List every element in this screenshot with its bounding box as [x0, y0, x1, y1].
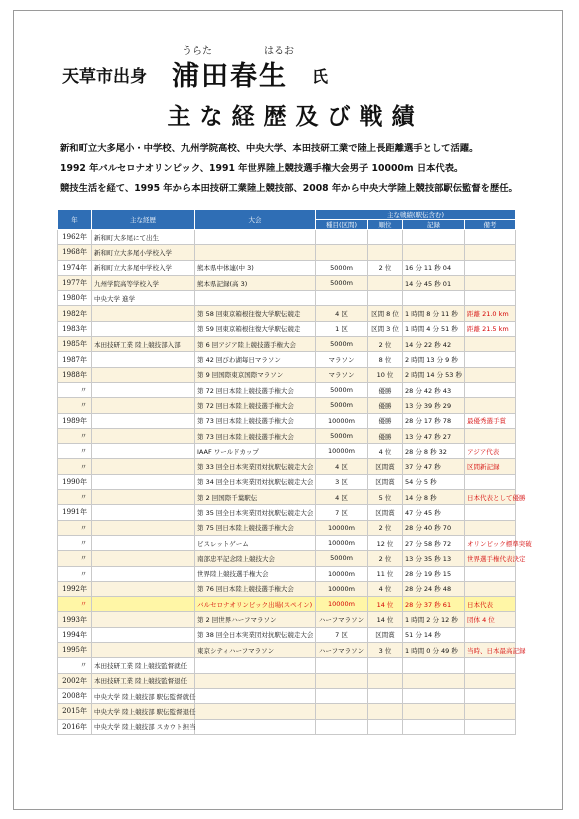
- table-row: [58, 413, 516, 428]
- year-cell: 2016年: [58, 719, 92, 734]
- type-cell: 1 区: [316, 321, 368, 336]
- rank-cell: [368, 275, 403, 290]
- record-cell: 37 分 47 秒: [403, 459, 465, 474]
- year-cell: 1994年: [58, 627, 92, 642]
- record-cell: 1 時間 4 分 51 秒: [403, 321, 465, 336]
- table-row: [58, 306, 516, 321]
- record-cell: [403, 291, 465, 306]
- header-record: 記録: [403, 220, 465, 230]
- year-cell: 1985年: [58, 337, 92, 352]
- table-row: [58, 382, 516, 397]
- year-cell: 1993年: [58, 612, 92, 627]
- type-cell: [316, 673, 368, 688]
- type-cell: 3 区: [316, 474, 368, 489]
- type-cell: [316, 291, 368, 306]
- record-cell: 28 分 24 秒 48: [403, 581, 465, 596]
- type-cell: 10000m: [316, 413, 368, 428]
- year-cell: 1982年: [58, 306, 92, 321]
- header-results-group: 主な戦績(駅伝含む): [316, 210, 516, 220]
- rank-cell: 14 位: [368, 597, 403, 612]
- type-cell: 10000m: [316, 535, 368, 550]
- rank-cell: 2 位: [368, 520, 403, 535]
- year-cell: 〃: [58, 535, 92, 550]
- table-row: [58, 275, 516, 290]
- header-type: 種目(区間): [316, 220, 368, 230]
- summary-line: 競技生活を経て、1995 年から本田技研工業陸上競技部、2008 年から中央大学陸上競技部駅伝監督を歴任。: [60, 183, 518, 194]
- page-subtitle: 主な経歴及び戦績: [167, 103, 424, 130]
- year-cell: 〃: [58, 520, 92, 535]
- career-cell: 九州学院高等学校入学: [92, 275, 195, 290]
- name-ruby-family: うらた: [182, 46, 212, 57]
- record-cell: [403, 673, 465, 688]
- rank-cell: 区間賞: [368, 474, 403, 489]
- event-cell: 第 72 回日本陸上競技選手権大会: [195, 382, 316, 397]
- type-cell: [316, 719, 368, 734]
- year-cell: 1989年: [58, 413, 92, 428]
- header-event: 大会: [195, 210, 316, 230]
- record-cell: 2 時間 13 分 9 秒: [403, 352, 465, 367]
- remarks-cell: [465, 275, 516, 290]
- rank-cell: [368, 704, 403, 719]
- event-cell: [195, 673, 316, 688]
- table-row: [58, 352, 516, 367]
- year-cell: 2015年: [58, 704, 92, 719]
- career-cell: 中央大学 陸上競技部 スカウト担当: [92, 719, 195, 734]
- table-row: [58, 581, 516, 596]
- event-cell: IAAF ワールドカップ: [195, 444, 316, 459]
- rank-cell: [368, 291, 403, 306]
- career-cell: [92, 444, 195, 459]
- record-cell: [403, 245, 465, 260]
- record-cell: 27 分 58 秒 72: [403, 535, 465, 550]
- type-cell: 5000m: [316, 551, 368, 566]
- type-cell: 5000m: [316, 337, 368, 352]
- event-cell: 第 42 回びわ湖毎日マラソン: [195, 352, 316, 367]
- year-cell: 1991年: [58, 505, 92, 520]
- career-cell: 本田技研工業 陸上競技部入部: [92, 337, 195, 352]
- year-cell: 〃: [58, 398, 92, 413]
- remarks-cell: 団体 4 位: [465, 612, 516, 627]
- event-cell: 第 58 回東京箱根往復大学駅伝競走: [195, 306, 316, 321]
- record-cell: 14 分 22 秒 42: [403, 337, 465, 352]
- table-row: [58, 505, 516, 520]
- table-row: [58, 337, 516, 352]
- type-cell: [316, 230, 368, 245]
- career-cell: [92, 505, 195, 520]
- header-rank: 順位: [368, 220, 403, 230]
- record-cell: [403, 688, 465, 703]
- table-row: [58, 398, 516, 413]
- type-cell: 4 区: [316, 490, 368, 505]
- record-cell: 13 分 47 秒 27: [403, 428, 465, 443]
- year-cell: 1990年: [58, 474, 92, 489]
- record-cell: 28 分 17 秒 78: [403, 413, 465, 428]
- career-cell: [92, 551, 195, 566]
- table-row: [58, 490, 516, 505]
- rank-cell: 優勝: [368, 398, 403, 413]
- rank-cell: 区間 3 位: [368, 321, 403, 336]
- event-cell: 第 75 回日本陸上競技選手権大会: [195, 520, 316, 535]
- header-year: 年: [58, 210, 92, 230]
- remarks-cell: [465, 291, 516, 306]
- table-row: [58, 520, 516, 535]
- table-row: [58, 260, 516, 275]
- remarks-cell: [465, 428, 516, 443]
- career-cell: 中央大学 陸上競技部 駅伝監督就任: [92, 688, 195, 703]
- remarks-cell: 区間新記録: [465, 459, 516, 474]
- table-row: [58, 428, 516, 443]
- table-row: [58, 688, 516, 703]
- table-row: [58, 658, 516, 673]
- remarks-cell: 当時、日本最高記録: [465, 643, 516, 658]
- type-cell: [316, 704, 368, 719]
- event-cell: バルセロナオリンピック出場(スペイン): [195, 597, 316, 612]
- table-row: [58, 367, 516, 382]
- career-cell: [92, 535, 195, 550]
- remarks-cell: [465, 398, 516, 413]
- rank-cell: 10 位: [368, 367, 403, 382]
- rank-cell: 2 位: [368, 337, 403, 352]
- remarks-cell: 距離 21.5 km: [465, 321, 516, 336]
- rank-cell: 2 位: [368, 260, 403, 275]
- rank-cell: [368, 673, 403, 688]
- remarks-cell: 日本代表: [465, 597, 516, 612]
- rank-cell: [368, 230, 403, 245]
- record-cell: 2 時間 14 分 53 秒: [403, 367, 465, 382]
- title-block: [62, 40, 542, 100]
- rank-cell: 区間賞: [368, 505, 403, 520]
- header-career: 主な経歴: [92, 210, 195, 230]
- remarks-cell: アジア代表: [465, 444, 516, 459]
- record-cell: 14 分 45 秒 01: [403, 275, 465, 290]
- summary-line: 1992 年バルセロナオリンピック、1991 年世界陸上競技選手権大会男子 10000m 日本代表。: [60, 163, 464, 174]
- year-cell: 1983年: [58, 321, 92, 336]
- remarks-cell: 世界選手権代表決定: [465, 551, 516, 566]
- type-cell: 10000m: [316, 444, 368, 459]
- person-name: 浦田春生: [172, 61, 288, 92]
- table-row: [58, 459, 516, 474]
- rank-cell: 8 位: [368, 352, 403, 367]
- table-row: [58, 597, 516, 612]
- rank-cell: [368, 658, 403, 673]
- career-cell: 中央大学 進学: [92, 291, 195, 306]
- year-cell: 〃: [58, 658, 92, 673]
- remarks-cell: 日本代表として優勝: [465, 490, 516, 505]
- type-cell: ハーフマラソン: [316, 612, 368, 627]
- remarks-cell: [465, 719, 516, 734]
- header-remarks: 備考: [465, 220, 516, 230]
- type-cell: 10000m: [316, 597, 368, 612]
- record-cell: 1 時間 2 分 12 秒: [403, 612, 465, 627]
- rank-cell: 4 位: [368, 444, 403, 459]
- table-row: [58, 704, 516, 719]
- record-cell: 1 時間 0 分 49 秒: [403, 643, 465, 658]
- table-row: [58, 230, 516, 245]
- career-cell: [92, 520, 195, 535]
- rank-cell: [368, 719, 403, 734]
- record-cell: 14 分 8 秒: [403, 490, 465, 505]
- career-cell: [92, 413, 195, 428]
- event-cell: 第 38 回全日本実業団対抗駅伝競走大会: [195, 627, 316, 642]
- type-cell: 4 区: [316, 459, 368, 474]
- type-cell: マラソン: [316, 367, 368, 382]
- rank-cell: 5 位: [368, 490, 403, 505]
- event-cell: 第 6 回アジア陸上競技選手権大会: [195, 337, 316, 352]
- career-cell: [92, 581, 195, 596]
- career-cell: [92, 643, 195, 658]
- type-cell: [316, 245, 368, 260]
- remarks-cell: [465, 704, 516, 719]
- career-cell: 新和町立大多尾中学校入学: [92, 260, 195, 275]
- career-cell: [92, 398, 195, 413]
- career-cell: [92, 382, 195, 397]
- table-row: [58, 612, 516, 627]
- career-cell: 新和町立大多尾小学校入学: [92, 245, 195, 260]
- rank-cell: 14 位: [368, 612, 403, 627]
- record-cell: 47 分 45 秒: [403, 505, 465, 520]
- rank-cell: 優勝: [368, 428, 403, 443]
- rank-cell: 優勝: [368, 413, 403, 428]
- career-cell: [92, 306, 195, 321]
- career-cell: [92, 566, 195, 581]
- rank-cell: 4 位: [368, 581, 403, 596]
- rank-cell: 区間 8 位: [368, 306, 403, 321]
- year-cell: 1988年: [58, 367, 92, 382]
- type-cell: [316, 688, 368, 703]
- event-cell: 世界陸上競技選手権大会: [195, 566, 316, 581]
- career-cell: [92, 321, 195, 336]
- type-cell: 10000m: [316, 581, 368, 596]
- year-cell: 2002年: [58, 673, 92, 688]
- year-cell: 1968年: [58, 245, 92, 260]
- type-cell: ハーフマラソン: [316, 643, 368, 658]
- remarks-cell: 最優秀選手賞: [465, 413, 516, 428]
- table-row: [58, 627, 516, 642]
- type-cell: 10000m: [316, 566, 368, 581]
- year-cell: 〃: [58, 490, 92, 505]
- record-cell: 28 分 8 秒 32: [403, 444, 465, 459]
- summary-text: [60, 139, 560, 199]
- rank-cell: 区間賞: [368, 459, 403, 474]
- remarks-cell: [465, 474, 516, 489]
- name-ruby-given: はるお: [264, 46, 294, 57]
- table-row: [58, 291, 516, 306]
- remarks-cell: [465, 352, 516, 367]
- table-row: [58, 321, 516, 336]
- record-cell: [403, 704, 465, 719]
- event-cell: ビスレットゲーム: [195, 535, 316, 550]
- table-row: [58, 474, 516, 489]
- event-cell: 東京シティハーフマラソン: [195, 643, 316, 658]
- career-cell: 中央大学 陸上競技部 駅伝監督退任: [92, 704, 195, 719]
- event-cell: [195, 291, 316, 306]
- type-cell: 4 区: [316, 306, 368, 321]
- career-cell: 本田技研工業 陸上競技監督就任: [92, 658, 195, 673]
- type-cell: 5000m: [316, 382, 368, 397]
- year-cell: 〃: [58, 597, 92, 612]
- summary-line: 新和町立大多尾小・中学校、九州学院高校、中央大学、本田技研工業で陸上長距離選手として活躍。: [60, 143, 479, 154]
- remarks-cell: オリンピック標準突破: [465, 535, 516, 550]
- remarks-cell: [465, 367, 516, 382]
- table-row: [58, 245, 516, 260]
- rank-cell: [368, 245, 403, 260]
- record-cell: 54 分 5 秒: [403, 474, 465, 489]
- record-cell: [403, 658, 465, 673]
- record-cell: 28 分 40 秒 70: [403, 520, 465, 535]
- table-row: [58, 719, 516, 734]
- record-cell: 28 分 37 秒 61: [403, 597, 465, 612]
- type-cell: [316, 658, 368, 673]
- event-cell: 南部忠平記念陸上競技大会: [195, 551, 316, 566]
- rank-cell: 優勝: [368, 382, 403, 397]
- year-cell: 1980年: [58, 291, 92, 306]
- career-cell: [92, 367, 195, 382]
- table-row: [58, 444, 516, 459]
- table-row: [58, 673, 516, 688]
- remarks-cell: [465, 688, 516, 703]
- event-cell: 第 9 回国際東京国際マラソン: [195, 367, 316, 382]
- record-cell: [403, 230, 465, 245]
- year-cell: 〃: [58, 551, 92, 566]
- type-cell: 10000m: [316, 520, 368, 535]
- type-cell: 5000m: [316, 428, 368, 443]
- career-table: [57, 209, 532, 735]
- rank-cell: 12 位: [368, 535, 403, 550]
- event-cell: 第 34 回全日本実業団対抗駅伝競走大会: [195, 474, 316, 489]
- career-cell: [92, 352, 195, 367]
- event-cell: 熊本県中体連(中 3): [195, 260, 316, 275]
- remarks-cell: [465, 673, 516, 688]
- year-cell: 1992年: [58, 581, 92, 596]
- career-cell: 本田技研工業 陸上競技監督退任: [92, 673, 195, 688]
- record-cell: 16 分 11 秒 04: [403, 260, 465, 275]
- record-cell: 28 分 42 秒 43: [403, 382, 465, 397]
- year-cell: 1995年: [58, 643, 92, 658]
- remarks-cell: [465, 230, 516, 245]
- record-cell: 13 分 35 秒 13: [403, 551, 465, 566]
- rank-cell: [368, 688, 403, 703]
- event-cell: 第 33 回全日本実業団対抗駅伝競走大会: [195, 459, 316, 474]
- event-cell: [195, 719, 316, 734]
- career-cell: [92, 428, 195, 443]
- career-cell: [92, 490, 195, 505]
- year-cell: 〃: [58, 428, 92, 443]
- record-cell: 28 分 19 秒 15: [403, 566, 465, 581]
- event-cell: 第 2 回世界ハーフマラソン: [195, 612, 316, 627]
- table-row: [58, 551, 516, 566]
- year-cell: 〃: [58, 382, 92, 397]
- event-cell: [195, 230, 316, 245]
- year-cell: 1977年: [58, 275, 92, 290]
- career-cell: 新和町大多尾にて出生: [92, 230, 195, 245]
- event-cell: 第 72 回日本陸上競技選手権大会: [195, 398, 316, 413]
- year-cell: 1974年: [58, 260, 92, 275]
- type-cell: 5000m: [316, 260, 368, 275]
- event-cell: 第 76 回日本陸上競技選手権大会: [195, 581, 316, 596]
- remarks-cell: [465, 382, 516, 397]
- year-cell: 1962年: [58, 230, 92, 245]
- event-cell: [195, 658, 316, 673]
- table-body: [58, 230, 532, 735]
- year-cell: 〃: [58, 444, 92, 459]
- record-cell: 1 時間 8 分 11 秒: [403, 306, 465, 321]
- table-row: [58, 535, 516, 550]
- year-cell: 〃: [58, 459, 92, 474]
- type-cell: マラソン: [316, 352, 368, 367]
- career-cell: [92, 459, 195, 474]
- remarks-cell: 距離 21.0 km: [465, 306, 516, 321]
- event-cell: [195, 245, 316, 260]
- event-cell: [195, 688, 316, 703]
- type-cell: 7 区: [316, 505, 368, 520]
- remarks-cell: [465, 260, 516, 275]
- hometown-label: 天草市出身: [62, 67, 147, 87]
- record-cell: 13 分 39 秒 29: [403, 398, 465, 413]
- event-cell: 熊本県記録(高 3): [195, 275, 316, 290]
- event-cell: 第 35 回全日本実業団対抗駅伝競走大会: [195, 505, 316, 520]
- career-cell: [92, 597, 195, 612]
- record-cell: [403, 719, 465, 734]
- remarks-cell: [465, 627, 516, 642]
- type-cell: 5000m: [316, 398, 368, 413]
- career-cell: [92, 474, 195, 489]
- remarks-cell: [465, 566, 516, 581]
- rank-cell: 3 位: [368, 643, 403, 658]
- year-cell: 〃: [58, 566, 92, 581]
- rank-cell: 11 位: [368, 566, 403, 581]
- event-cell: [195, 704, 316, 719]
- remarks-cell: [465, 658, 516, 673]
- remarks-cell: [465, 245, 516, 260]
- remarks-cell: [465, 505, 516, 520]
- record-cell: 51 分 14 秒: [403, 627, 465, 642]
- event-cell: 第 59 回東京箱根往復大学駅伝競走: [195, 321, 316, 336]
- remarks-cell: [465, 520, 516, 535]
- event-cell: 第 73 回日本陸上競技選手権大会: [195, 413, 316, 428]
- career-cell: [92, 612, 195, 627]
- year-cell: 1987年: [58, 352, 92, 367]
- remarks-cell: [465, 337, 516, 352]
- career-cell: [92, 627, 195, 642]
- rank-cell: 2 位: [368, 551, 403, 566]
- type-cell: 7 区: [316, 627, 368, 642]
- honorific: 氏: [312, 67, 329, 86]
- type-cell: 5000m: [316, 275, 368, 290]
- table-row: [58, 566, 516, 581]
- event-cell: 第 73 回日本陸上競技選手権大会: [195, 428, 316, 443]
- table-row: [58, 643, 516, 658]
- year-cell: 2008年: [58, 688, 92, 703]
- rank-cell: 区間賞: [368, 627, 403, 642]
- event-cell: 第 2 回国際千葉駅伝: [195, 490, 316, 505]
- remarks-cell: [465, 581, 516, 596]
